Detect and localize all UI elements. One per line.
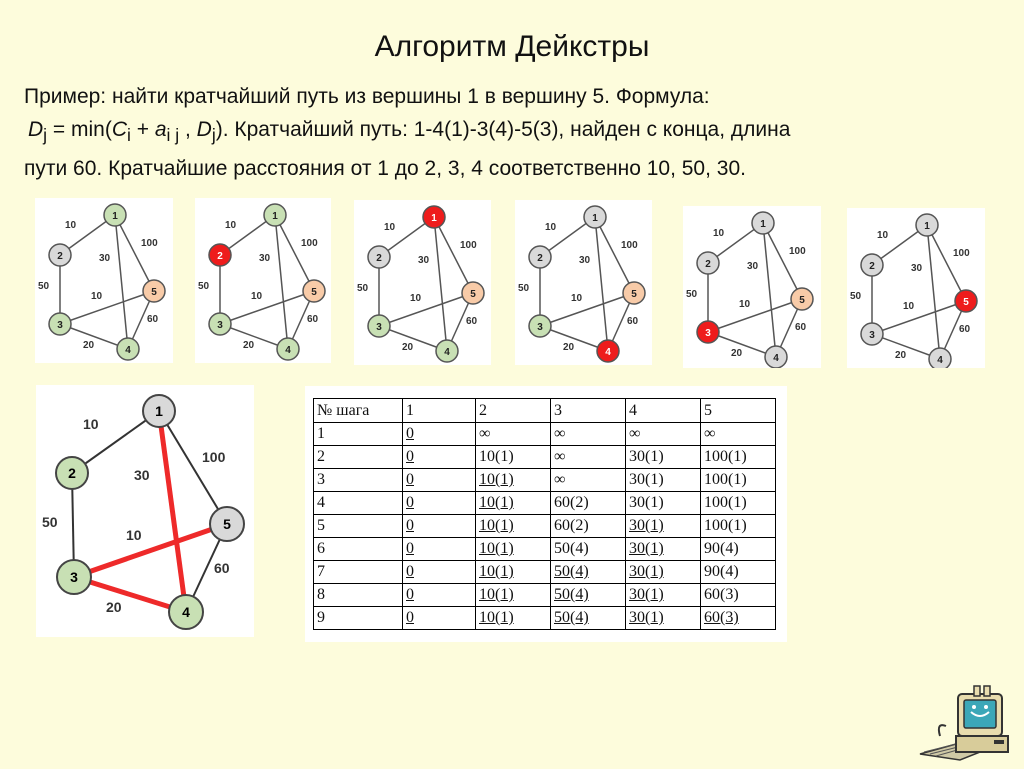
weight-2-3: 50 [38, 281, 50, 292]
node-4-label: 4 [182, 604, 190, 620]
edge-3-5 [872, 301, 966, 334]
table-header-cell: 5 [701, 399, 776, 423]
table-cell: ∞ [476, 423, 551, 446]
table-header-cell: 4 [626, 399, 701, 423]
node-4 [277, 338, 299, 360]
formula-sub-j: j [43, 125, 48, 146]
node-4 [765, 346, 787, 368]
weight-4-5: 60 [795, 322, 807, 333]
table-cell: 1 [314, 423, 403, 446]
weight-4-5: 60 [959, 324, 971, 335]
edge-3-5 [540, 293, 634, 326]
table-header-cell: № шага [314, 399, 403, 423]
node-5 [143, 280, 165, 302]
table-header-cell: 1 [403, 399, 476, 423]
table-cell: 10(1) [476, 446, 551, 469]
weight-2-3: 50 [198, 281, 210, 292]
table-cell: 30(1) [626, 515, 701, 538]
weight-1-3: 30 [911, 263, 923, 274]
node-4 [117, 338, 139, 360]
node-4 [929, 348, 951, 368]
steps-table-panel [305, 386, 787, 642]
table-cell: 100(1) [701, 515, 776, 538]
weight-1-2: 10 [65, 220, 77, 231]
table-cell: 10(1) [476, 607, 551, 630]
result-graph-svg [36, 385, 254, 637]
intro-line-3: пути 60. Кратчайшие расстояния от 1 до 2, 3, 4 соответственно 10, 50, 30. [24, 157, 746, 181]
edge-1-4-highlight [159, 411, 186, 612]
formula-plus: + [130, 118, 155, 141]
node-1 [104, 204, 126, 226]
weight-2-3: 50 [686, 289, 698, 300]
table-cell: 30(1) [626, 584, 701, 607]
formula-close: ). [215, 118, 229, 141]
node-1 [752, 212, 774, 234]
node-5 [462, 282, 484, 304]
table-cell: 0 [403, 538, 476, 561]
table-cell: 30(1) [626, 607, 701, 630]
node-1-label: 1 [155, 403, 163, 419]
table-cell: 7 [314, 561, 403, 584]
node-5-label: 5 [963, 297, 969, 308]
table-cell: 60(2) [551, 492, 626, 515]
edge-1-5 [159, 411, 227, 524]
weight-3-4: 20 [895, 350, 907, 361]
node-3-label: 3 [376, 322, 382, 333]
node-3 [697, 321, 719, 343]
formula-a: a [154, 118, 167, 141]
table-cell: 50(4) [551, 584, 626, 607]
shortest-path-sentence: Кратчайший путь: 1-4(1)-3(4)-5(3), найден с конца, длина [228, 118, 791, 141]
table-cell: 10(1) [476, 469, 551, 492]
weight-1-5: 100 [789, 246, 806, 257]
node-2 [697, 252, 719, 274]
node-3 [529, 315, 551, 337]
node-2-label: 2 [705, 259, 711, 270]
intro-line-1: Пример: найти кратчайший путь из вершины 1 в вершину 5. Формула: [24, 85, 710, 108]
table-cell: ∞ [626, 423, 701, 446]
formula-c: C [111, 118, 127, 141]
table-cell: 10(1) [476, 584, 551, 607]
node-2-label: 2 [869, 261, 875, 272]
table-row [314, 492, 776, 515]
weight-1-2: 10 [384, 222, 396, 233]
node-3-label: 3 [537, 322, 543, 333]
table-cell: 0 [403, 423, 476, 446]
node-2-label: 2 [376, 253, 382, 264]
node-3 [57, 560, 91, 594]
weight-1-5: 100 [202, 449, 226, 465]
table-cell: 9 [314, 607, 403, 630]
table-header-cell: 2 [476, 399, 551, 423]
weight-3-4: 20 [106, 599, 122, 615]
table-cell: 30(1) [626, 469, 701, 492]
table-row [314, 607, 776, 630]
table-cell: 10(1) [476, 561, 551, 584]
node-5 [955, 290, 977, 312]
weight-3-4: 20 [402, 342, 414, 353]
table-cell: 100(1) [701, 492, 776, 515]
node-2-label: 2 [217, 251, 223, 262]
node-2 [529, 246, 551, 268]
node-1 [916, 214, 938, 236]
computer-clipart [916, 682, 1016, 769]
node-5-label: 5 [151, 287, 157, 298]
intro-line-2 [24, 113, 1004, 152]
table-row [314, 538, 776, 561]
weight-3-5: 10 [739, 299, 751, 310]
table-cell: ∞ [551, 469, 626, 492]
node-2 [861, 254, 883, 276]
node-3 [861, 323, 883, 345]
node-2-label: 2 [537, 253, 543, 264]
table-cell: 0 [403, 446, 476, 469]
weight-3-4: 20 [731, 348, 743, 359]
weight-2-3: 50 [357, 283, 369, 294]
node-2-label: 2 [68, 465, 76, 481]
node-5-label: 5 [631, 289, 637, 300]
table-cell: 0 [403, 492, 476, 515]
result-graph [36, 385, 254, 637]
table-cell: ∞ [551, 423, 626, 446]
step-graph-6 [847, 208, 985, 368]
node-4-label: 4 [444, 347, 450, 358]
formula-eq: = min( [47, 118, 112, 141]
node-2 [49, 244, 71, 266]
table-cell: 50(4) [551, 538, 626, 561]
weight-1-3: 30 [99, 253, 111, 264]
table-cell: 30(1) [626, 561, 701, 584]
node-4-label: 4 [937, 355, 943, 366]
table-cell: 50(4) [551, 607, 626, 630]
weight-1-2: 10 [545, 222, 557, 233]
table-row [314, 423, 776, 446]
weight-1-3: 30 [747, 261, 759, 272]
table-cell: 2 [314, 446, 403, 469]
table-cell: 60(3) [701, 607, 776, 630]
weight-3-4: 20 [243, 340, 255, 351]
node-2 [56, 457, 88, 489]
step-graph-3 [354, 200, 491, 365]
table-cell: 50(4) [551, 561, 626, 584]
formula-d2: D [196, 118, 212, 141]
table-cell: 10(1) [476, 492, 551, 515]
table-header-cell: 3 [551, 399, 626, 423]
step-graph-4 [515, 200, 652, 365]
table-row [314, 584, 776, 607]
node-3-label: 3 [70, 569, 78, 585]
node-3 [209, 313, 231, 335]
table-cell: 10(1) [476, 538, 551, 561]
table-cell: 10(1) [476, 515, 551, 538]
node-1-label: 1 [924, 221, 930, 232]
weight-2-3: 50 [518, 283, 530, 294]
edge-3-5 [60, 291, 154, 324]
node-1 [423, 206, 445, 228]
weight-1-2: 10 [225, 220, 237, 231]
table-cell: 6 [314, 538, 403, 561]
weight-1-3: 30 [418, 255, 430, 266]
table-cell: 60(2) [551, 515, 626, 538]
table-cell: 100(1) [701, 469, 776, 492]
step-graph-5 [683, 206, 821, 368]
weight-1-2: 10 [877, 230, 889, 241]
edge-3-5 [379, 293, 473, 326]
node-4-label: 4 [285, 345, 291, 356]
node-5 [791, 288, 813, 310]
weight-1-2: 10 [713, 228, 725, 239]
table-cell: 100(1) [701, 446, 776, 469]
weight-3-4: 20 [83, 340, 95, 351]
table-row [314, 446, 776, 469]
table-cell: 5 [314, 515, 403, 538]
weight-2-3: 50 [42, 514, 58, 530]
weight-4-5: 60 [627, 316, 639, 327]
node-3 [368, 315, 390, 337]
node-4 [597, 340, 619, 362]
node-1-label: 1 [272, 211, 278, 222]
formula-sub-i: i [127, 125, 131, 146]
node-5-label: 5 [223, 516, 231, 532]
weight-1-3: 30 [579, 255, 591, 266]
edge-3-5 [220, 291, 314, 324]
node-3-label: 3 [705, 328, 711, 339]
node-5 [303, 280, 325, 302]
weight-1-5: 100 [460, 240, 477, 251]
node-2 [209, 244, 231, 266]
node-5-label: 5 [799, 295, 805, 306]
edge-3-5 [708, 299, 802, 332]
table-row [314, 469, 776, 492]
node-2 [368, 246, 390, 268]
table-cell: 90(4) [701, 538, 776, 561]
node-4-label: 4 [605, 347, 611, 358]
table-cell: 0 [403, 515, 476, 538]
node-1 [264, 204, 286, 226]
weight-4-5: 60 [466, 316, 478, 327]
slide-title: Алгоритм Дейкстры [374, 30, 650, 63]
table-cell: 30(1) [626, 446, 701, 469]
node-3-label: 3 [869, 330, 875, 341]
weight-1-2: 10 [83, 416, 99, 432]
node-5-label: 5 [470, 289, 476, 300]
node-4-label: 4 [773, 353, 779, 364]
node-1-label: 1 [112, 211, 118, 222]
step-graph-2 [195, 198, 331, 363]
weight-1-5: 100 [141, 238, 158, 249]
weight-4-5: 60 [307, 314, 319, 325]
weight-1-3: 30 [259, 253, 271, 264]
table-cell: 8 [314, 584, 403, 607]
table-cell: 30(1) [626, 492, 701, 515]
computer-icon [916, 682, 1016, 764]
node-5 [210, 507, 244, 541]
table-header-row [314, 399, 776, 423]
node-3-label: 3 [217, 320, 223, 331]
formula-comma: , [179, 118, 197, 141]
weight-4-5: 60 [147, 314, 159, 325]
weight-3-5: 10 [91, 291, 103, 302]
weight-1-5: 100 [953, 248, 970, 259]
node-1-label: 1 [760, 219, 766, 230]
intro-text [24, 80, 1004, 185]
node-5 [623, 282, 645, 304]
formula-d: D [28, 118, 44, 141]
weight-4-5: 60 [214, 560, 230, 576]
table-row [314, 561, 776, 584]
weight-1-3: 30 [134, 467, 150, 483]
step-graph-1 [35, 198, 173, 363]
node-1 [143, 395, 175, 427]
table-cell: 0 [403, 607, 476, 630]
table-cell: ∞ [551, 446, 626, 469]
table-cell: 0 [403, 561, 476, 584]
table-cell: 0 [403, 584, 476, 607]
weight-3-5: 10 [251, 291, 263, 302]
weight-1-5: 100 [621, 240, 638, 251]
weight-1-5: 100 [301, 238, 318, 249]
node-4 [169, 595, 203, 629]
weight-2-3: 50 [850, 291, 862, 302]
node-4-label: 4 [125, 345, 131, 356]
node-1-label: 1 [592, 213, 598, 224]
table-cell: 0 [403, 469, 476, 492]
edge-3-5-highlight [74, 524, 227, 577]
table-row [314, 515, 776, 538]
node-3-label: 3 [57, 320, 63, 331]
weight-3-5: 10 [126, 527, 142, 543]
steps-table [313, 398, 776, 630]
node-3 [49, 313, 71, 335]
node-1 [584, 206, 606, 228]
weight-3-5: 10 [571, 293, 583, 304]
node-2-label: 2 [57, 251, 63, 262]
weight-3-5: 10 [903, 301, 915, 312]
formula-sub-ij: i j [166, 125, 180, 146]
table-cell: 60(3) [701, 584, 776, 607]
table-cell: 90(4) [701, 561, 776, 584]
table-cell: ∞ [701, 423, 776, 446]
table-cell: 3 [314, 469, 403, 492]
formula-sub-j2: j [211, 125, 216, 146]
node-5-label: 5 [311, 287, 317, 298]
weight-3-4: 20 [563, 342, 575, 353]
table-cell: 4 [314, 492, 403, 515]
table-cell: 30(1) [626, 538, 701, 561]
weight-3-5: 10 [410, 293, 422, 304]
node-4 [436, 340, 458, 362]
node-1-label: 1 [431, 213, 437, 224]
